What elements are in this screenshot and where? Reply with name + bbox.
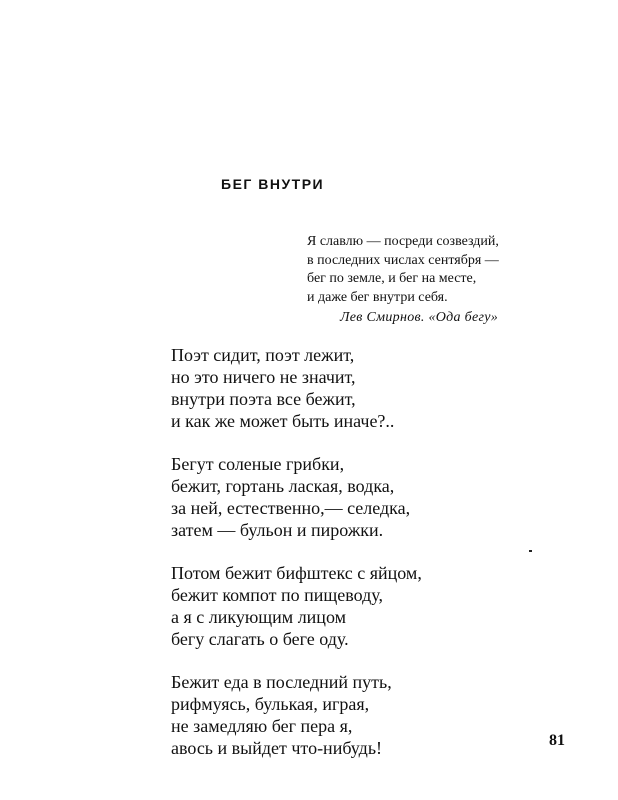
poem-line: Поэт сидит, поэт лежит,	[171, 345, 355, 365]
poem-line: а я с ликующим лицом	[171, 607, 346, 627]
poem-line: Бежит еда в последний путь,	[171, 672, 392, 692]
poem-line: рифмуясь, булькая, играя,	[171, 694, 370, 714]
page-number: 81	[549, 732, 565, 749]
poem-line: бежит, гортань лаская, водка,	[171, 476, 395, 496]
poem-line: внутри поэта все бежит,	[171, 389, 356, 409]
stanza	[171, 671, 422, 759]
epigraph-line: Я славлю — посреди созвездий,	[307, 234, 499, 249]
stanza	[171, 562, 422, 650]
poem-line: Потом бежит бифштекс с яйцом,	[171, 563, 422, 583]
epigraph-line: в последних числах сентября —	[307, 252, 499, 268]
epigraph-line: и даже бег внутри себя.	[307, 289, 448, 305]
poem-body	[171, 344, 422, 780]
stanza	[171, 344, 422, 432]
poem-line: бежит компот по пищеводу,	[171, 585, 383, 605]
stanza	[171, 453, 422, 541]
epigraph-attribution: Лев Смирнов. «Ода бегу»	[340, 310, 499, 325]
poem-title: БЕГ ВНУТРИ	[221, 176, 325, 192]
print-speck	[529, 550, 532, 552]
poem-line: авось и выйдет что-нибудь!	[171, 738, 383, 758]
epigraph-line: бег по земле, и бег на месте,	[307, 271, 477, 286]
poem-line: затем — бульон и пирожки.	[171, 520, 384, 540]
poem-line: за ней, естественно,— селедка,	[171, 498, 411, 518]
poem-line: и как же может быть иначе?..	[171, 411, 395, 431]
poem-line: не замедляю бег пера я,	[171, 716, 353, 736]
poem-line: но это ничего не значит,	[171, 367, 356, 387]
poem-line: Бегут соленые грибки,	[171, 454, 345, 474]
epigraph	[307, 233, 567, 307]
poem-line: бегу слагать о беге оду.	[171, 629, 349, 649]
